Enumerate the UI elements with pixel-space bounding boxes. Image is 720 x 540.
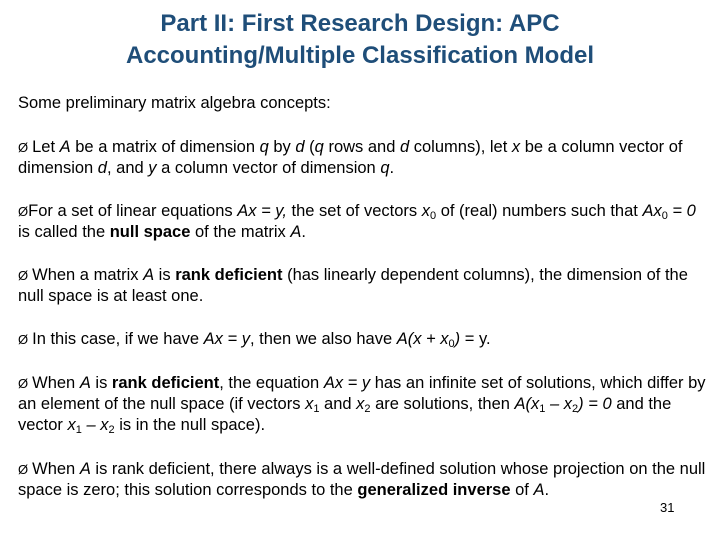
bullet-text-segment: 2 <box>108 424 115 436</box>
bullet-text-segment: . <box>544 481 550 499</box>
bullet-text-segment: of (real) numbers such that <box>436 202 643 220</box>
bullet-text-segment: = y. <box>460 330 491 348</box>
bullet-arrow-icon: Ø <box>18 204 29 219</box>
bullet-text-segment: , and <box>106 159 149 177</box>
title-line-1: Part II: First Research Design: APC <box>160 10 560 37</box>
bullet-text-segment: is called the <box>18 223 110 241</box>
bullet-text-segment: – x <box>545 395 573 413</box>
bullet-text-segment: be a column vector of dimension <box>18 138 683 177</box>
bullet-arrow-icon: Ø <box>18 268 29 283</box>
bullet-arrow-icon: Ø <box>18 332 29 347</box>
bullet-text-segment: d <box>399 138 410 156</box>
bullet-text-segment: A <box>533 481 545 499</box>
bullet-text-segment: 0 <box>661 210 668 222</box>
bullet-text-segment: the set of vectors <box>286 202 422 220</box>
bullet-text-segment: rank deficient <box>175 266 283 284</box>
bullet-text-segment: x <box>305 395 314 413</box>
bullet-text-segment: Ax <box>642 202 662 220</box>
bullet-arrow-icon: Ø <box>18 140 29 155</box>
bullet-text-segment: d <box>295 138 305 156</box>
bullet-text-segment: q <box>380 159 390 177</box>
bullet-text-segment: and <box>319 395 357 413</box>
bullet-text-segment: columns), let <box>409 138 512 156</box>
bullet-text-segment: is rank deficient, there always is a well-defined solution whose projection on the null space is zero; this solution corresponds to the <box>18 460 706 499</box>
bullet-text-segment: rank deficient <box>111 374 220 392</box>
bullet-text-segment: When <box>32 460 80 478</box>
bullet-text-segment: a column vector of dimension <box>156 159 381 177</box>
bullet-arrow-icon: Ø <box>18 376 29 391</box>
bullet-text-segment: d <box>97 159 107 177</box>
bullet-text-segment: 2 <box>572 403 579 415</box>
bullet-text-segment: of <box>510 481 534 499</box>
bullet-text-segment: y <box>148 159 157 177</box>
bullet-text-segment: Let <box>32 138 60 156</box>
bullet-text-segment: A(x + x <box>396 330 449 348</box>
bullet-text-segment: Ax = y <box>203 330 250 348</box>
bullet-text-segment: Ax = y, <box>237 202 287 220</box>
bullet-text-segment: null space <box>109 223 191 241</box>
bullet-text-segment: 1 <box>313 403 320 415</box>
bullet-item <box>18 329 708 350</box>
bullet-text-segment: , the equation <box>219 374 324 392</box>
bullet-text-segment: q <box>314 138 324 156</box>
bullet-text-segment: has an infinite set of solutions, which differ by an element of the null space (if vectors <box>18 374 706 413</box>
bullet-text-segment: (has linearly dependent columns), the dimension of the null space is at least one. <box>18 266 688 305</box>
bullet-text-segment: are solutions, then <box>370 395 515 413</box>
bullet-text-segment: rows and <box>323 138 400 156</box>
bullet-text-segment: 1 <box>539 403 546 415</box>
bullet-item <box>18 201 708 243</box>
bullet-text-segment: A <box>143 266 155 284</box>
bullet-text-segment: A(x <box>514 395 540 413</box>
bullet-text-segment: When a matrix <box>32 266 144 284</box>
bullet-text-segment: When <box>32 374 80 392</box>
bullet-text-segment: generalized inverse <box>357 481 511 499</box>
bullet-text-segment: x <box>421 202 430 220</box>
bullet-text-segment: ) = 0 <box>578 395 612 413</box>
bullet-item <box>18 137 708 179</box>
bullet-text-segment: For a set of linear equations <box>28 202 238 220</box>
bullet-text-segment: is <box>90 374 112 392</box>
bullet-item <box>18 459 708 501</box>
bullet-text-segment: ( <box>304 138 315 156</box>
bullet-text-segment: In this case, if we have <box>32 330 204 348</box>
slide-title <box>0 8 720 72</box>
intro-text: Some preliminary matrix algebra concepts: <box>18 94 331 112</box>
bullet-text-segment: A <box>59 138 71 156</box>
bullet-text-segment: q <box>259 138 269 156</box>
bullet-text-segment: , then we also have <box>249 330 397 348</box>
bullet-text-segment: 1 <box>75 424 82 436</box>
bullet-text-segment: 0 <box>429 210 437 222</box>
bullet-text-segment: x <box>511 138 521 156</box>
bullet-item <box>18 373 708 436</box>
bullet-text-segment: is in the null space). <box>114 416 266 434</box>
bullet-text-segment: be a matrix of dimension <box>70 138 260 156</box>
bullet-text-segment: Ax = y <box>323 374 371 392</box>
bullet-text-segment: by <box>268 138 296 156</box>
bullet-text-segment: of the matrix <box>190 223 291 241</box>
bullet-item <box>18 265 708 307</box>
page-number: 31 <box>660 500 675 515</box>
bullet-arrow-icon: Ø <box>18 462 29 477</box>
bullet-text-segment: . <box>389 159 395 177</box>
bullet-text-segment: and the vector <box>18 395 672 434</box>
bullet-text-segment: A <box>290 223 302 241</box>
bullet-text-segment: 2 <box>364 403 371 415</box>
title-line-2: Accounting/Multiple Classification Model <box>125 42 595 69</box>
bullet-text-segment: is <box>154 266 176 284</box>
bullet-text-segment: 0 <box>448 338 455 350</box>
bullet-text-segment: x <box>356 395 365 413</box>
bullet-text-segment: = 0 <box>667 202 696 220</box>
bullet-text-segment: A <box>79 374 91 392</box>
bullet-text-segment: A <box>79 460 91 478</box>
bullet-text-segment: – x <box>81 416 109 434</box>
bullet-text-segment: ) <box>454 330 461 348</box>
bullet-text-segment: . <box>301 223 306 241</box>
bullet-text-segment: x <box>67 416 76 434</box>
